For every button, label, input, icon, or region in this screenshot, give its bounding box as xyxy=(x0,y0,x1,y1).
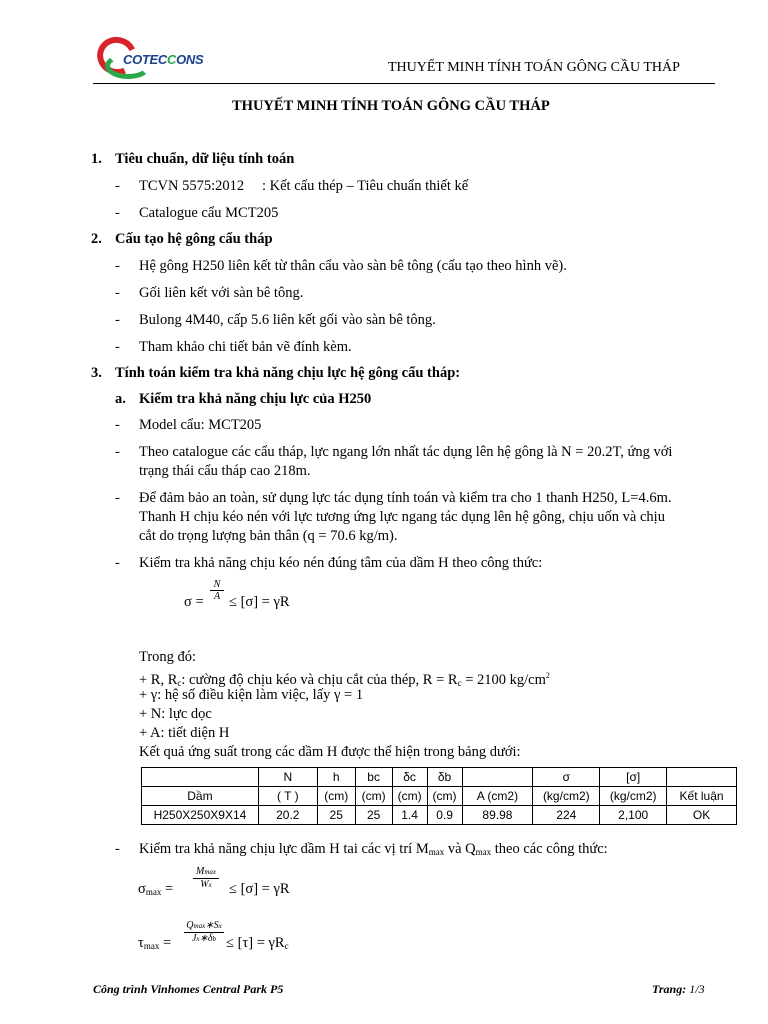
table-header-cell xyxy=(667,768,737,787)
table-cell: 2,100 xyxy=(600,806,667,825)
list-item: Hệ gông H250 liên kết từ thân cẩu vào sàn bê tông (cấu tạo theo hình vẽ). xyxy=(139,258,567,274)
table-header-cell: [σ] xyxy=(600,768,667,787)
table-header-row xyxy=(142,787,737,806)
logo-text: COTECCONS xyxy=(123,52,204,67)
section-1-number: 1. xyxy=(91,151,102,167)
table-cell: 224 xyxy=(533,806,600,825)
standard-code: TCVN 5575:2012 xyxy=(139,178,245,194)
paragraph-line: Thanh H chịu kéo nén với lực tương ứng lực ngang tác dụng lên hệ gông, chịu uốn và chịu xyxy=(139,509,665,525)
table-header-cell xyxy=(142,768,259,787)
where-item-gamma: + γ: hệ số điều kiện làm việc, lấy γ = 1 xyxy=(139,687,364,703)
formula-fraction: Mmax Wx xyxy=(193,866,219,891)
result-intro: Kết quả ứng suất trong các dầm H được thể hiện trong bảng dưới: xyxy=(139,744,521,760)
formula-sigma-max-right: ≤ [σ] = γR xyxy=(229,881,290,897)
header-divider xyxy=(93,83,715,84)
standard-description: : Kết cấu thép – Tiêu chuẩn thiết kế xyxy=(262,178,469,194)
formula-sigma-max-left: $\sigma_{max}$ = xyxy=(138,881,174,897)
catalogue-item: Catalogue cẩu MCT205 xyxy=(139,205,279,221)
formula-fraction: $\frac{N}{A}$ xyxy=(210,579,224,602)
subsection-a-number: a. xyxy=(115,391,126,407)
bullet-dash: - xyxy=(115,339,120,355)
table-header-cell: N xyxy=(258,768,317,787)
cotecons-logo xyxy=(97,35,222,81)
table-header-cell: (kg/cm2) xyxy=(533,787,600,806)
table-header-cell: (cm) xyxy=(317,787,355,806)
table-header-cell xyxy=(462,768,533,787)
bullet-dash: - xyxy=(115,285,120,301)
bullet-dash: - xyxy=(115,555,120,571)
bullet-dash: - xyxy=(115,444,120,460)
table-cell: 25 xyxy=(355,806,392,825)
table-cell: 89.98 xyxy=(462,806,533,825)
bullet-dash: - xyxy=(115,258,120,274)
paragraph-line: Theo catalogue các cẩu tháp, lực ngang lớn nhất tác dụng lên hệ gông là N = 20.2T, ứng với xyxy=(139,444,673,460)
bullet-dash: - xyxy=(115,178,120,194)
header-title: THUYẾT MINH TÍNH TOÁN GÔNG CẦU THÁP xyxy=(388,60,680,75)
table-cell: 1.4 xyxy=(392,806,427,825)
formula-tau-max-right: ≤ $[\tau] = \gamma R_c$ xyxy=(226,935,289,951)
table-header-cell: ( T ) xyxy=(258,787,317,806)
where-item-n: + N: lực dọc xyxy=(139,706,212,722)
table-cell: 20.2 xyxy=(258,806,317,825)
table-header-cell: (kg/cm2) xyxy=(600,787,667,806)
table-header-cell: σ xyxy=(533,768,600,787)
paragraph-line: Kiểm tra khả năng chịu kéo nén đúng tâm của dầm H theo công thức: xyxy=(139,555,543,571)
table-header-cell: (cm) xyxy=(392,787,427,806)
table-cell: 25 xyxy=(317,806,355,825)
footer-project: Công trình Vinhomes Central Park P5 xyxy=(93,982,284,996)
bullet-dash: - xyxy=(115,417,120,433)
table-row xyxy=(142,806,737,825)
table-header-cell: A (cm2) xyxy=(462,787,533,806)
table-cell: H250X250X9X14 xyxy=(142,806,259,825)
formula-sigma-right: ≤ [σ] = γR xyxy=(229,594,290,610)
table-header-cell: δc xyxy=(392,768,427,787)
footer-page: Trang: 1/3 xyxy=(652,982,705,996)
list-item: Gối liên kết với sàn bê tông. xyxy=(139,285,304,301)
table-header-cell: h xyxy=(317,768,355,787)
section-2-heading: Cấu tạo hệ gông cẩu tháp xyxy=(115,231,273,247)
formula-tau-max-left: $\tau_{max}$ = xyxy=(138,935,172,951)
table-cell: 0.9 xyxy=(427,806,462,825)
document-title: THUYẾT MINH TÍNH TOÁN GÔNG CẦU THÁP xyxy=(232,98,550,114)
where-item-a: + A: tiết diện H xyxy=(139,725,230,741)
paragraph-line: Để đảm bảo an toàn, sử dụng lực tác dụng tính toán và kiểm tra cho 1 thanh H250, L=4.6m. xyxy=(139,490,672,506)
list-item: Bulong 4M40, cấp 5.6 liên kết gối vào sàn bê tông. xyxy=(139,312,436,328)
table-cell: OK xyxy=(667,806,737,825)
where-item-r: + R, $R_c$: cường độ chịu kéo và chịu cắt của thép, $R = R_c = 2100$ $kg/cm^2$ xyxy=(139,671,550,688)
table-header-cell: (cm) xyxy=(427,787,462,806)
formula-sigma-left: σ = xyxy=(184,594,204,610)
paragraph-line: trạng thái cẩu tháp cao 218m. xyxy=(139,463,311,479)
section-3-number: 3. xyxy=(91,365,102,381)
table-header-cell: δb xyxy=(427,768,462,787)
bullet-dash: - xyxy=(115,490,120,506)
stress-result-table xyxy=(141,767,737,825)
subsection-a-heading: Kiểm tra khả năng chịu lực của H250 xyxy=(139,391,372,407)
table-header-row xyxy=(142,768,737,787)
section-3-heading: Tính toán kiểm tra khả năng chịu lực hệ gông cẩu tháp: xyxy=(115,365,461,381)
bullet-dash: - xyxy=(115,841,120,857)
table-header-cell: (cm) xyxy=(355,787,392,806)
list-item: Model cẩu: MCT205 xyxy=(139,417,262,433)
paragraph-line: Kiểm tra khả năng chịu lực dầm H tai các vị trí $M_{max}$ và $Q_{max}$ theo các công thức: xyxy=(139,841,608,857)
formula-fraction: Qmax∗Sx Jx∗δb xyxy=(184,920,224,945)
where-label: Trong đó: xyxy=(139,649,197,665)
table-header-cell: Dầm xyxy=(142,787,259,806)
paragraph-line: cắt do trọng lượng bản thân (q = 70.6 kg/m). xyxy=(139,528,398,544)
table-header-cell: bc xyxy=(355,768,392,787)
section-1-heading: Tiêu chuẩn, dữ liệu tính toán xyxy=(115,151,295,167)
bullet-dash: - xyxy=(115,312,120,328)
section-2-number: 2. xyxy=(91,231,102,247)
bullet-dash: - xyxy=(115,205,120,221)
table-header-cell: Kết luận xyxy=(667,787,737,806)
list-item: Tham khảo chi tiết bản vẽ đính kèm. xyxy=(139,339,352,355)
